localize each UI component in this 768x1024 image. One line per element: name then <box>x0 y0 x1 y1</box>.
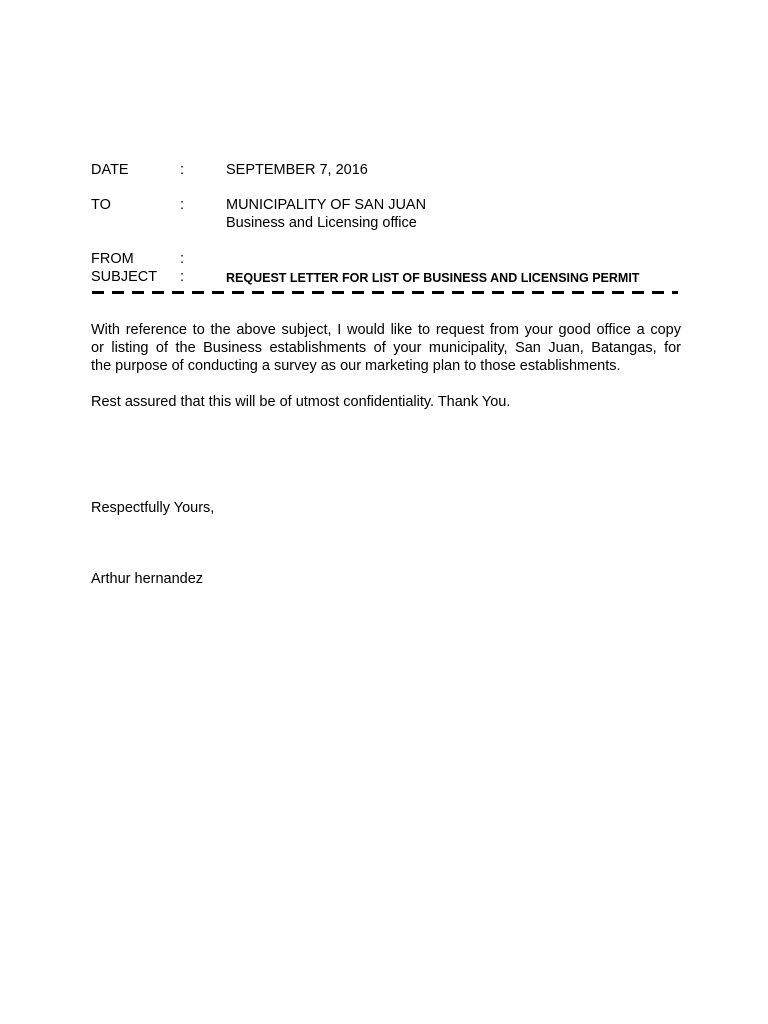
to-row-line2 <box>91 214 691 232</box>
subject-row <box>91 268 691 286</box>
from-colon: : <box>180 251 185 267</box>
date-row <box>91 161 691 179</box>
to-label: TO <box>91 197 111 213</box>
paragraph-line: or listing of the Business establishments of your municipality, San Juan, Batangas, for <box>91 340 681 356</box>
from-row <box>91 250 691 268</box>
to-row <box>91 196 691 214</box>
dashed-divider <box>92 291 678 294</box>
date-label: DATE <box>91 162 129 178</box>
subject-value: REQUEST LETTER FOR LIST OF BUSINESS AND LICENSING PERMIT <box>226 271 640 285</box>
paragraph-line: the purpose of conducting a survey as our marketing plan to those establishments. <box>91 358 621 374</box>
to-colon: : <box>180 197 185 213</box>
date-colon: : <box>180 162 185 178</box>
subject-colon: : <box>180 269 185 285</box>
subject-label: SUBJECT <box>91 269 158 285</box>
to-value-line1: MUNICIPALITY OF SAN JUAN <box>226 197 427 213</box>
signature-name: Arthur hernandez <box>91 571 204 587</box>
body-paragraph-1 <box>91 321 681 375</box>
closing-salutation: Respectfully Yours, <box>91 500 215 516</box>
from-label: FROM <box>91 251 134 267</box>
to-value-line2: Business and Licensing office <box>226 215 417 231</box>
body-paragraph-2: Rest assured that this will be of utmost confidentiality. Thank You. <box>91 394 511 410</box>
date-value: SEPTEMBER 7, 2016 <box>226 162 368 178</box>
paragraph-line: With reference to the above subject, I would like to request from your good office a copy <box>91 322 681 338</box>
